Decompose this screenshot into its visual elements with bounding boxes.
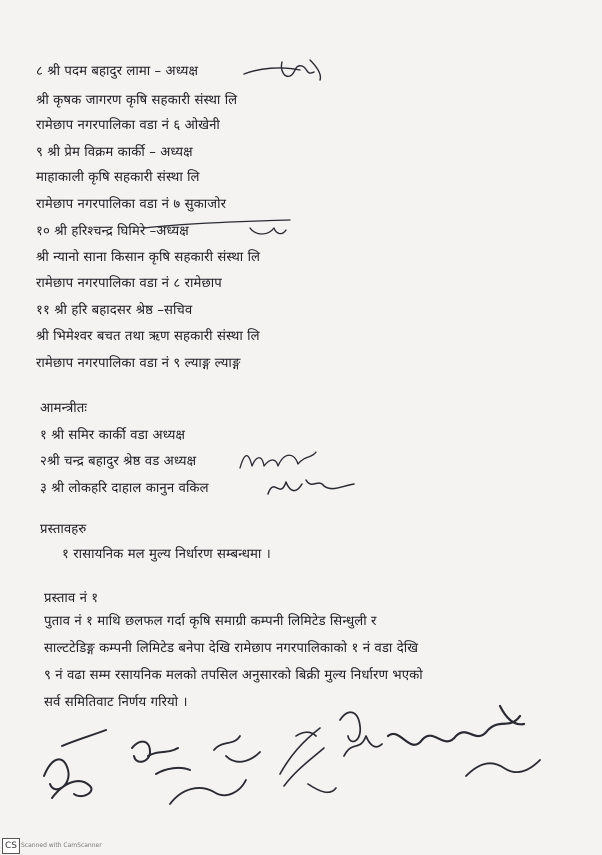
member-line: श्री न्यानो साना किसान कृषि सहकारी संस्था लि bbox=[36, 250, 261, 265]
proposal-one-line: ९ नं वढा सम्म रसायनिक मलको तपसिल अनुसारको बिक्री मुल्य निर्धारण भएको bbox=[44, 668, 423, 683]
proposals-heading: प्रस्तावहरु bbox=[40, 522, 87, 537]
member-line: ८ श्री पदम बहादुर लामा – अध्यक्ष bbox=[36, 64, 199, 79]
invitee-line: १ श्री समिर कार्की वडा अध्यक्ष bbox=[40, 428, 186, 443]
camscanner-logo: CS bbox=[2, 838, 20, 854]
signature-chair-8 bbox=[240, 56, 330, 86]
member-line: ९ श्री प्रेम विक्रम कार्की – अध्यक्ष bbox=[36, 145, 193, 160]
invitee-line: ३ श्री लोकहरि दाहाल कानुन वकिल bbox=[40, 481, 209, 496]
invitees-heading: आमन्त्रीतः bbox=[40, 401, 88, 416]
member-line: रामेछाप नगरपालिका वडा नं ६ ओखेनी bbox=[36, 118, 220, 133]
member-line: रामेछाप नगरपालिका वडा नं ७ सुकाजोर bbox=[36, 197, 227, 212]
signature-invitee-3 bbox=[262, 470, 362, 506]
member-line: रामेछाप नगरपालिका वडा नं ८ रामेछाप bbox=[36, 276, 222, 291]
proposal-one-line: सर्व समितिवाट निर्णय गरियो । bbox=[44, 695, 188, 710]
camscanner-label: Scanned with CamScanner bbox=[21, 842, 102, 849]
proposal-one-heading: प्रस्ताव नं १ bbox=[44, 591, 99, 606]
proposal-item: १ रासायनिक मल मुल्य निर्धारण सम्बन्धमा । bbox=[62, 547, 271, 562]
member-line: श्री भिमेश्वर बचत तथा ऋण सहकारी संस्था लि bbox=[36, 329, 260, 344]
signatures-block bbox=[30, 696, 582, 836]
proposal-one-line: पुताव नं १ माथि छलफल गर्दा कृषि समाग्री कम्पनी लिमिटेड सिन्धुली र bbox=[44, 614, 377, 629]
signature-invitee-2 bbox=[234, 446, 324, 476]
invitee-line: २श्री चन्द्र बहादुर श्रेष्ठ वड अध्यक्ष bbox=[40, 454, 197, 469]
member-line: माहाकाली कृषि सहकारी संस्था लि bbox=[36, 170, 200, 185]
member-line: रामेछाप नगरपालिका वडा नं ९ ल्याङ्ग ल्याङ्ग bbox=[36, 356, 241, 371]
proposal-one-line: साल्टटेडिङ्ग कम्पनी लिमिटेड बनेपा देखि रामेछाप नगरपालिकाको १ नं वडा देखि bbox=[44, 641, 419, 656]
member-line: १० श्री हरिश्चन्द्र घिमिरे –अध्यक्ष bbox=[36, 224, 189, 239]
member-line: श्री कृषक जागरण कृषि सहकारी संस्था लि bbox=[36, 93, 238, 108]
member-line: ११ श्री हरि बहादसर श्रेष्ठ –सचिव bbox=[36, 303, 193, 318]
